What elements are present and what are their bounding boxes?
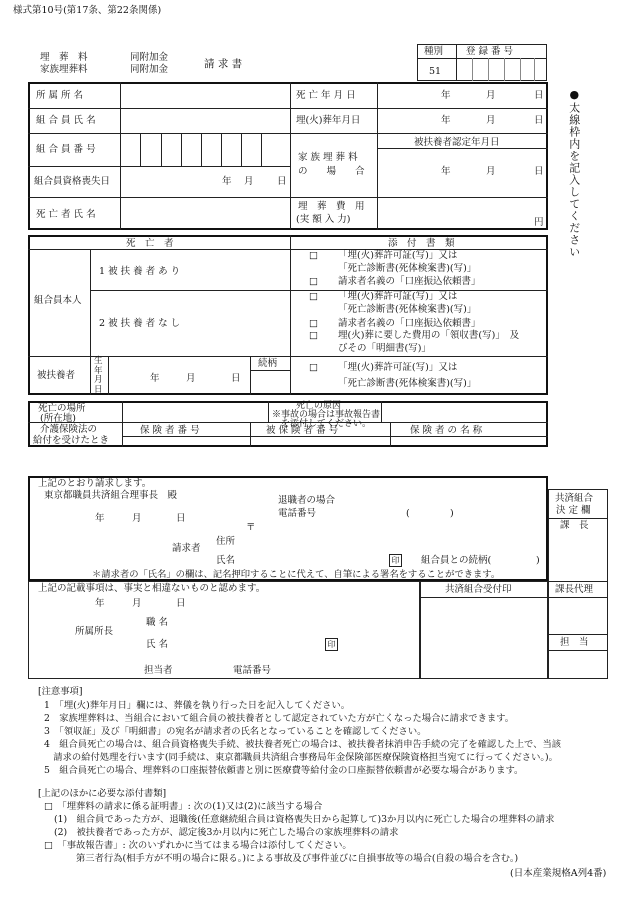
option-fuyou-nashi: 2 被 扶 養 者 な し <box>99 318 181 329</box>
soshitsu-year: 年 <box>222 176 232 187</box>
label-place-1: 死亡の場所 <box>38 403 86 414</box>
label-place-2: (所在地) <box>40 413 76 424</box>
title-seikyusho: 請 求 書 <box>204 58 243 70</box>
request-line2: 東京都職員共済組合理事長 殿 <box>44 490 178 501</box>
checkbox[interactable]: □ <box>309 362 318 373</box>
request-year: 年 <box>95 513 105 524</box>
hifu-day: 日 <box>231 373 241 384</box>
doc-line: 「埋(火)葬許可証(写)」又は <box>338 291 458 302</box>
yen-mark: 円 <box>534 217 544 228</box>
docs-item: □ 「埋葬料の請求に係る証明書」: 次の(1)又は(2)に該当する場合 <box>44 801 323 812</box>
hifu-month: 月 <box>186 373 196 384</box>
nintei-day: 日 <box>534 166 544 177</box>
label-shozokuchou: 所属所長 <box>75 626 114 637</box>
label-seikyusha: 請求者 <box>172 543 201 554</box>
docs-item: (1) 組合員であった方が、退職後(任意継続組合員は資格喪失日から起算して)3か月以内に死亡した場合の埋葬料の請求 <box>54 814 555 825</box>
head-tenpu: 添 付 書 類 <box>388 238 455 249</box>
confirm-line1: 上記の記載事項は、事実と相違ないものと認めます。 <box>38 583 266 594</box>
footer-standard: (日本産業規格A列4番) <box>510 868 607 879</box>
label-confirm-shimei: 氏 名 <box>146 639 169 650</box>
request-line1: 上記のとおり請求します。 <box>38 478 152 489</box>
doc-line: 「埋(火)葬許可証(写)」又は <box>338 362 458 373</box>
label-cause-2: ※事故の場合は事故報告書 <box>272 410 381 420</box>
label-hifuyousha: 被扶養者 <box>37 370 76 381</box>
seal-mark: 印 <box>389 554 402 567</box>
request-note: ＊請求者の「氏名」の欄は、記名押印することに代えて、自筆による署名をすることができます。 <box>92 569 501 580</box>
doc-line: 埋(火)葬に要した費用の「領収書(写)」 及 <box>338 330 520 341</box>
label-kazoku-2: の 場 合 <box>298 166 365 177</box>
confirm-seal: 印 <box>325 638 338 651</box>
phone-paren-close: ) <box>450 508 454 519</box>
request-day: 日 <box>176 513 186 524</box>
doc-line: 「埋(火)葬許可証(写)」又は <box>338 250 458 261</box>
label-ins-name: 保 険 者 の 名 称 <box>410 425 483 436</box>
label-denwa: 電話番号 <box>278 508 317 519</box>
doc-line: 「死亡診断書(死体検案書)(写)」 <box>338 378 477 389</box>
label-jusho: 住所 <box>216 536 236 547</box>
label-kumiaiin-bango: 組 合 員 番 号 <box>36 144 96 155</box>
note-item: 1 「埋(火)葬年月日」欄には、葬儀を執り行った日を記入してください。 <box>44 700 351 711</box>
checkbox[interactable]: □ <box>309 291 318 302</box>
label-shimei: 氏名 <box>216 555 236 566</box>
docs-item: □ 「事故報告書」: 次のいずれかに当てはまる場合は添付してください。 <box>44 840 352 851</box>
label-kazoku-1: 家 族 埋 葬 料 <box>298 152 358 163</box>
label-shibou-date: 死 亡 年 月 日 <box>296 90 356 101</box>
hifu-year: 年 <box>150 373 160 384</box>
checkbox[interactable]: □ <box>309 250 318 261</box>
shibou-day: 日 <box>534 90 544 101</box>
label-dairi: 課長代理 <box>555 584 594 595</box>
checkbox[interactable]: □ <box>309 330 318 341</box>
docs-title: [上記のほかに必要な添付書類] <box>38 788 167 799</box>
doc-line: 「死亡診断書(死体検案書)(写)」 <box>338 263 477 274</box>
label-hiyou-2: (実 額 入 力) <box>296 214 351 225</box>
label-hi-ins-no: 被 保 険 者 番 号 <box>266 425 339 436</box>
label-kessai-1: 共済組合 <box>555 493 594 504</box>
maisou-year: 年 <box>441 115 451 126</box>
label-seinengappi: 生 年 月 日 <box>94 356 103 395</box>
form-number: 様式第10号(第17条、第22条関係) <box>13 5 162 16</box>
side-note: ●太線枠内を記入してください <box>567 88 581 258</box>
note-item: 2 家族埋葬料は、当組合において組合員の被扶養者として認定されていた方が亡くなった場合に請求できます。 <box>44 713 515 724</box>
notes-title: [注意事項] <box>38 686 83 697</box>
head-shibousha: 死 亡 者 <box>126 238 174 249</box>
nintei-year: 年 <box>441 166 451 177</box>
label-cause-3: を添付してください。 <box>281 419 372 429</box>
confirm-year: 年 <box>95 598 105 609</box>
label-soshitsu: 組合員資格喪失日 <box>34 176 111 187</box>
docs-item: (2) 被扶養者であった方が、認定後3か月以内に死亡した場合の家族埋葬料の請求 <box>54 827 399 838</box>
label-cause-1: 死亡の原因 <box>296 401 342 411</box>
checkbox[interactable]: □ <box>309 276 318 287</box>
label-shibousha: 死 亡 者 氏 名 <box>36 209 96 220</box>
type-label: 種別 <box>424 46 444 57</box>
main-info-block <box>28 82 548 230</box>
maisou-day: 日 <box>534 115 544 126</box>
request-month: 月 <box>132 513 142 524</box>
confirm-day: 日 <box>176 598 186 609</box>
nintei-month: 月 <box>486 166 496 177</box>
label-maisou-date: 埋(火)葬年月日 <box>296 115 361 126</box>
label-hiyou-1: 埋 葬 費 用 <box>298 201 365 212</box>
label-kachou: 課 長 <box>560 520 589 531</box>
title-fukakin-1: 同附加金 <box>130 52 169 63</box>
label-fuyou-nintei: 被扶養者認定年月日 <box>414 137 500 148</box>
confirm-month: 月 <box>132 598 142 609</box>
label-kaigo-2: 給付を受けたとき <box>33 435 110 446</box>
label-zokugara: 続柄 <box>258 358 278 369</box>
label-tantou: 担 当 <box>560 637 589 648</box>
label-confirm-denwa: 電話番号 <box>233 665 272 676</box>
label-shozoku: 所 属 所 名 <box>36 90 84 101</box>
note-item: 4 組合員死亡の場合は、組合員資格喪失手続、被扶養者死亡の場合は、被扶養者抹消申告手続の完了を確認した上で、当該 <box>44 739 562 750</box>
note-item: 3 「領収証」及び「明細書」の宛名が請求者の氏名となっていることを確認してください。 <box>44 726 427 737</box>
soshitsu-month: 月 <box>244 176 254 187</box>
shibou-month: 月 <box>486 90 496 101</box>
label-taishoku: 退職者の場合 <box>278 495 336 506</box>
shibou-year: 年 <box>441 90 451 101</box>
checkbox[interactable]: □ <box>309 318 318 329</box>
maisou-month: 月 <box>486 115 496 126</box>
title-fukakin-2: 同附加金 <box>130 64 169 75</box>
note-item: 5 組合員死亡の場合、埋葬料の口座振替依頼書と別に医療費等給付金の口座振替依頼書が必要な場合があります。 <box>44 765 524 776</box>
doc-line: 請求者名義の「口座振込依頼書」 <box>338 276 481 287</box>
doc-line: 「死亡診断書(死体検案書)(写)」 <box>338 304 477 315</box>
note-item: 請求の給付処理を行います(同手続は、東京都職員共済組合事務局年金保険部医療保険資格担当宛てに行ってください。)。 <box>44 752 558 763</box>
label-kessai-2: 決 定 欄 <box>556 505 591 516</box>
label-ins-no: 保 険 者 番 号 <box>140 425 200 436</box>
label-shokumei: 職 名 <box>146 617 169 628</box>
docs-item: 第三者行為(相手方が不明の場合に限る。)による事故及び事件並びに自損事故等の場合(自殺の場合を含む。) <box>76 853 519 864</box>
doc-line: びその「明細書(写)」 <box>338 343 431 354</box>
soshitsu-day: 日 <box>277 176 287 187</box>
option-fuyou-ari: 1 被 扶 養 者 あ り <box>99 266 181 277</box>
relation-paren-close: ) <box>536 555 540 566</box>
title-maisou: 埋 葬 料 <box>40 52 88 63</box>
phone-paren-open: ( <box>406 508 410 519</box>
postal-mark: 〒 <box>246 522 256 533</box>
label-uketsuke: 共済組合受付印 <box>445 584 512 595</box>
label-kumiaiin-honnin: 組合員本人 <box>34 295 82 306</box>
label-relation: 組合員との続柄( <box>421 555 492 566</box>
label-tantousha: 担当者 <box>144 665 173 676</box>
doc-line: 請求者名義の「口座振込依頼書」 <box>338 318 481 329</box>
type-value: 51 <box>429 66 442 77</box>
reg-no-label: 登 録 番 号 <box>466 46 514 57</box>
label-kaigo-1: 介護保険法の <box>40 424 98 435</box>
label-kumiaiin-shimei: 組 合 員 氏 名 <box>36 115 96 126</box>
title-kazoku: 家族埋葬料 <box>40 64 88 75</box>
